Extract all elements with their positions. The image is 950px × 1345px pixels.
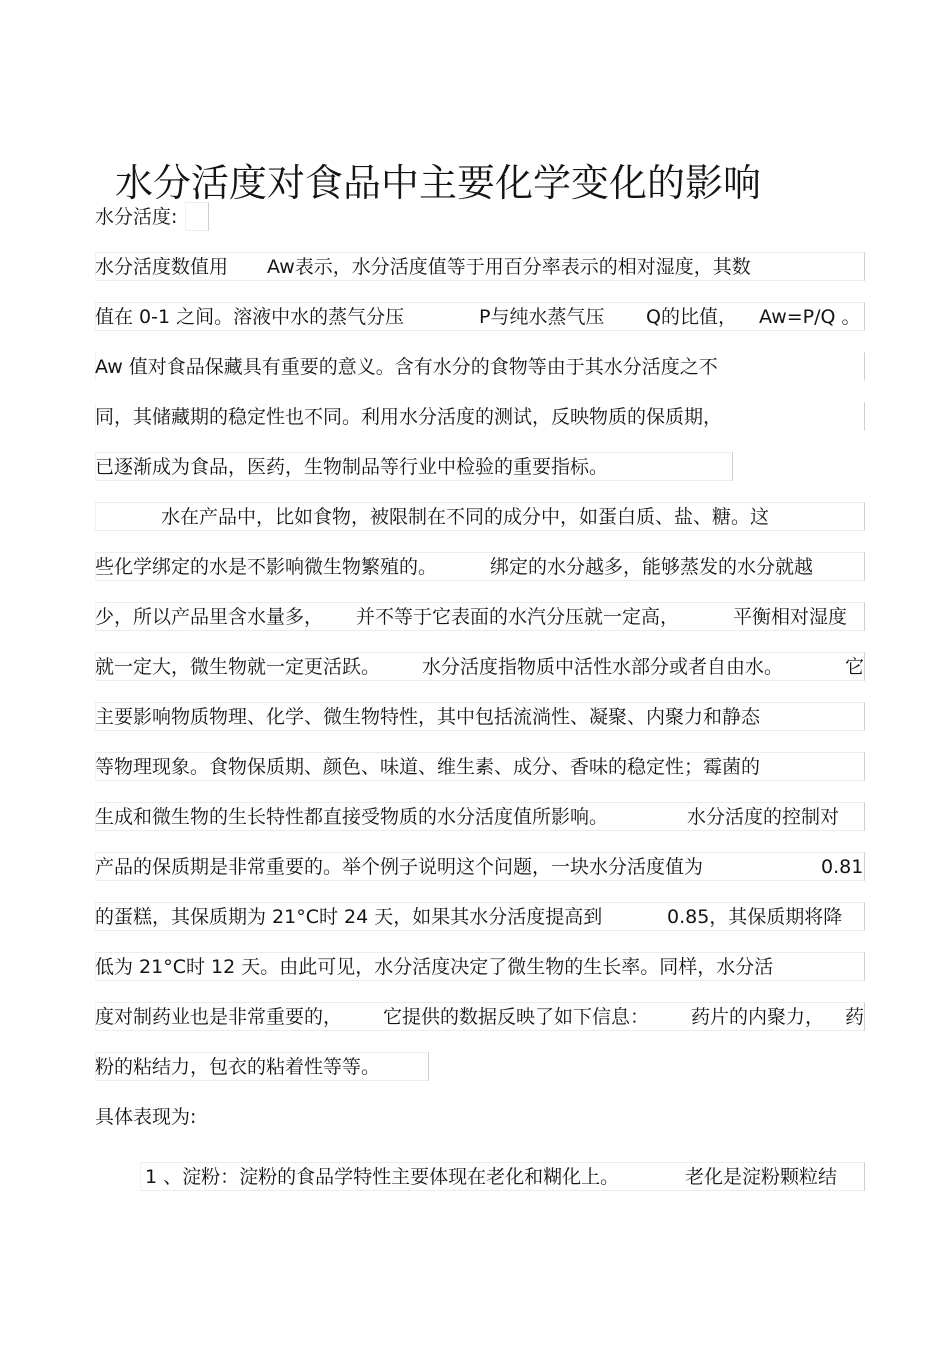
line-segment: 同，其储藏期的稳定性也不同。利用水分活度的测试，反映物质的保质期， bbox=[95, 406, 723, 428]
line-segment: 老化是淀粉颗粒结 bbox=[685, 1166, 838, 1188]
line-segment: 些化学绑定的水是不影响微生物繁殖的。 bbox=[95, 556, 438, 578]
line-segment: 度对制药业也是非常重要的， bbox=[95, 1006, 343, 1028]
line-segment: 0.81 bbox=[821, 856, 864, 878]
line-segment: 已逐渐成为食品，医药，生物制品等行业中检验的重要指标。 bbox=[95, 456, 609, 478]
line-segment: 1 、淀粉：淀粉的食品学特性主要体现在老化和糊化上。 bbox=[145, 1166, 620, 1188]
line-segment: 绑定的水分越多，能够蒸发的水分就越 bbox=[490, 556, 814, 578]
line-segment: 并不等于它表面的水汽分压就一定高， bbox=[356, 606, 680, 628]
line-segment: 水分活度指物质中活性水部分或者自由水。 bbox=[422, 656, 784, 678]
line-segment: 它 bbox=[845, 656, 865, 678]
line-segment: 的蛋糕，其保质期为 21°C时 24 天，如果其水分活度提高到 bbox=[95, 906, 603, 928]
line-segment: P与纯水蒸气压 bbox=[479, 306, 605, 328]
text-box-frame bbox=[185, 202, 209, 231]
line-segment: 平衡相对湿度 bbox=[733, 606, 848, 628]
line-segment: 等物理现象。食物保质期、颜色、味道、维生素、成分、香味的稳定性；霉菌的 bbox=[95, 756, 761, 778]
line-segment: 少，所以产品里含水量多， bbox=[95, 606, 324, 628]
line-segment: 产品的保质期是非常重要的。举个例子说明这个问题，一块水分活度值为 bbox=[95, 856, 704, 878]
line-segment: 生成和微生物的生长特性都直接受物质的水分活度值所影响。 bbox=[95, 806, 609, 828]
line-segment: 低为 21°C时 12 天。由此可见，水分活度决定了微生物的生长率。同样，水分活 bbox=[95, 956, 774, 978]
line-segment: 0.85，其保质期将降 bbox=[667, 906, 843, 928]
line-segment: 水在产品中，比如食物，被限制在不同的成分中，如蛋白质、盐、糖。这 bbox=[161, 506, 770, 528]
line-segment: Q的比值， bbox=[646, 306, 737, 328]
line-segment: Aw=P/Q 。 bbox=[759, 306, 861, 328]
line-segment: 就一定大，微生物就一定更活跃。 bbox=[95, 656, 381, 678]
line-segment: 主要影响物质物理、化学、微生物特性，其中包括流淌性、凝聚、内聚力和静态 bbox=[95, 706, 761, 728]
line-segment: 水分活度: bbox=[95, 206, 178, 228]
line-segment: 药片的内聚力， bbox=[691, 1006, 825, 1028]
line-segment: Aw表示，水分活度值等于用百分率表示的相对湿度，其数 bbox=[267, 256, 751, 278]
line-segment: 水分活度的控制对 bbox=[687, 806, 840, 828]
line-segment: Aw 值对食品保藏具有重要的意义。含有水分的食物等由于其水分活度之不 bbox=[95, 356, 718, 378]
line-segment: 具体表现为: bbox=[95, 1106, 197, 1128]
line-segment: 药 bbox=[845, 1006, 865, 1028]
line-segment: 水分活度数值用 bbox=[95, 256, 229, 278]
line-segment: 它提供的数据反映了如下信息： bbox=[383, 1006, 650, 1028]
document-title: 水分活度对食品中主要化学变化的影响 bbox=[115, 161, 762, 206]
line-segment: 值在 0-1 之间。溶液中水的蒸气分压 bbox=[95, 306, 405, 328]
line-segment: 粉的粘结力，包衣的粘着性等等。 bbox=[95, 1056, 381, 1078]
